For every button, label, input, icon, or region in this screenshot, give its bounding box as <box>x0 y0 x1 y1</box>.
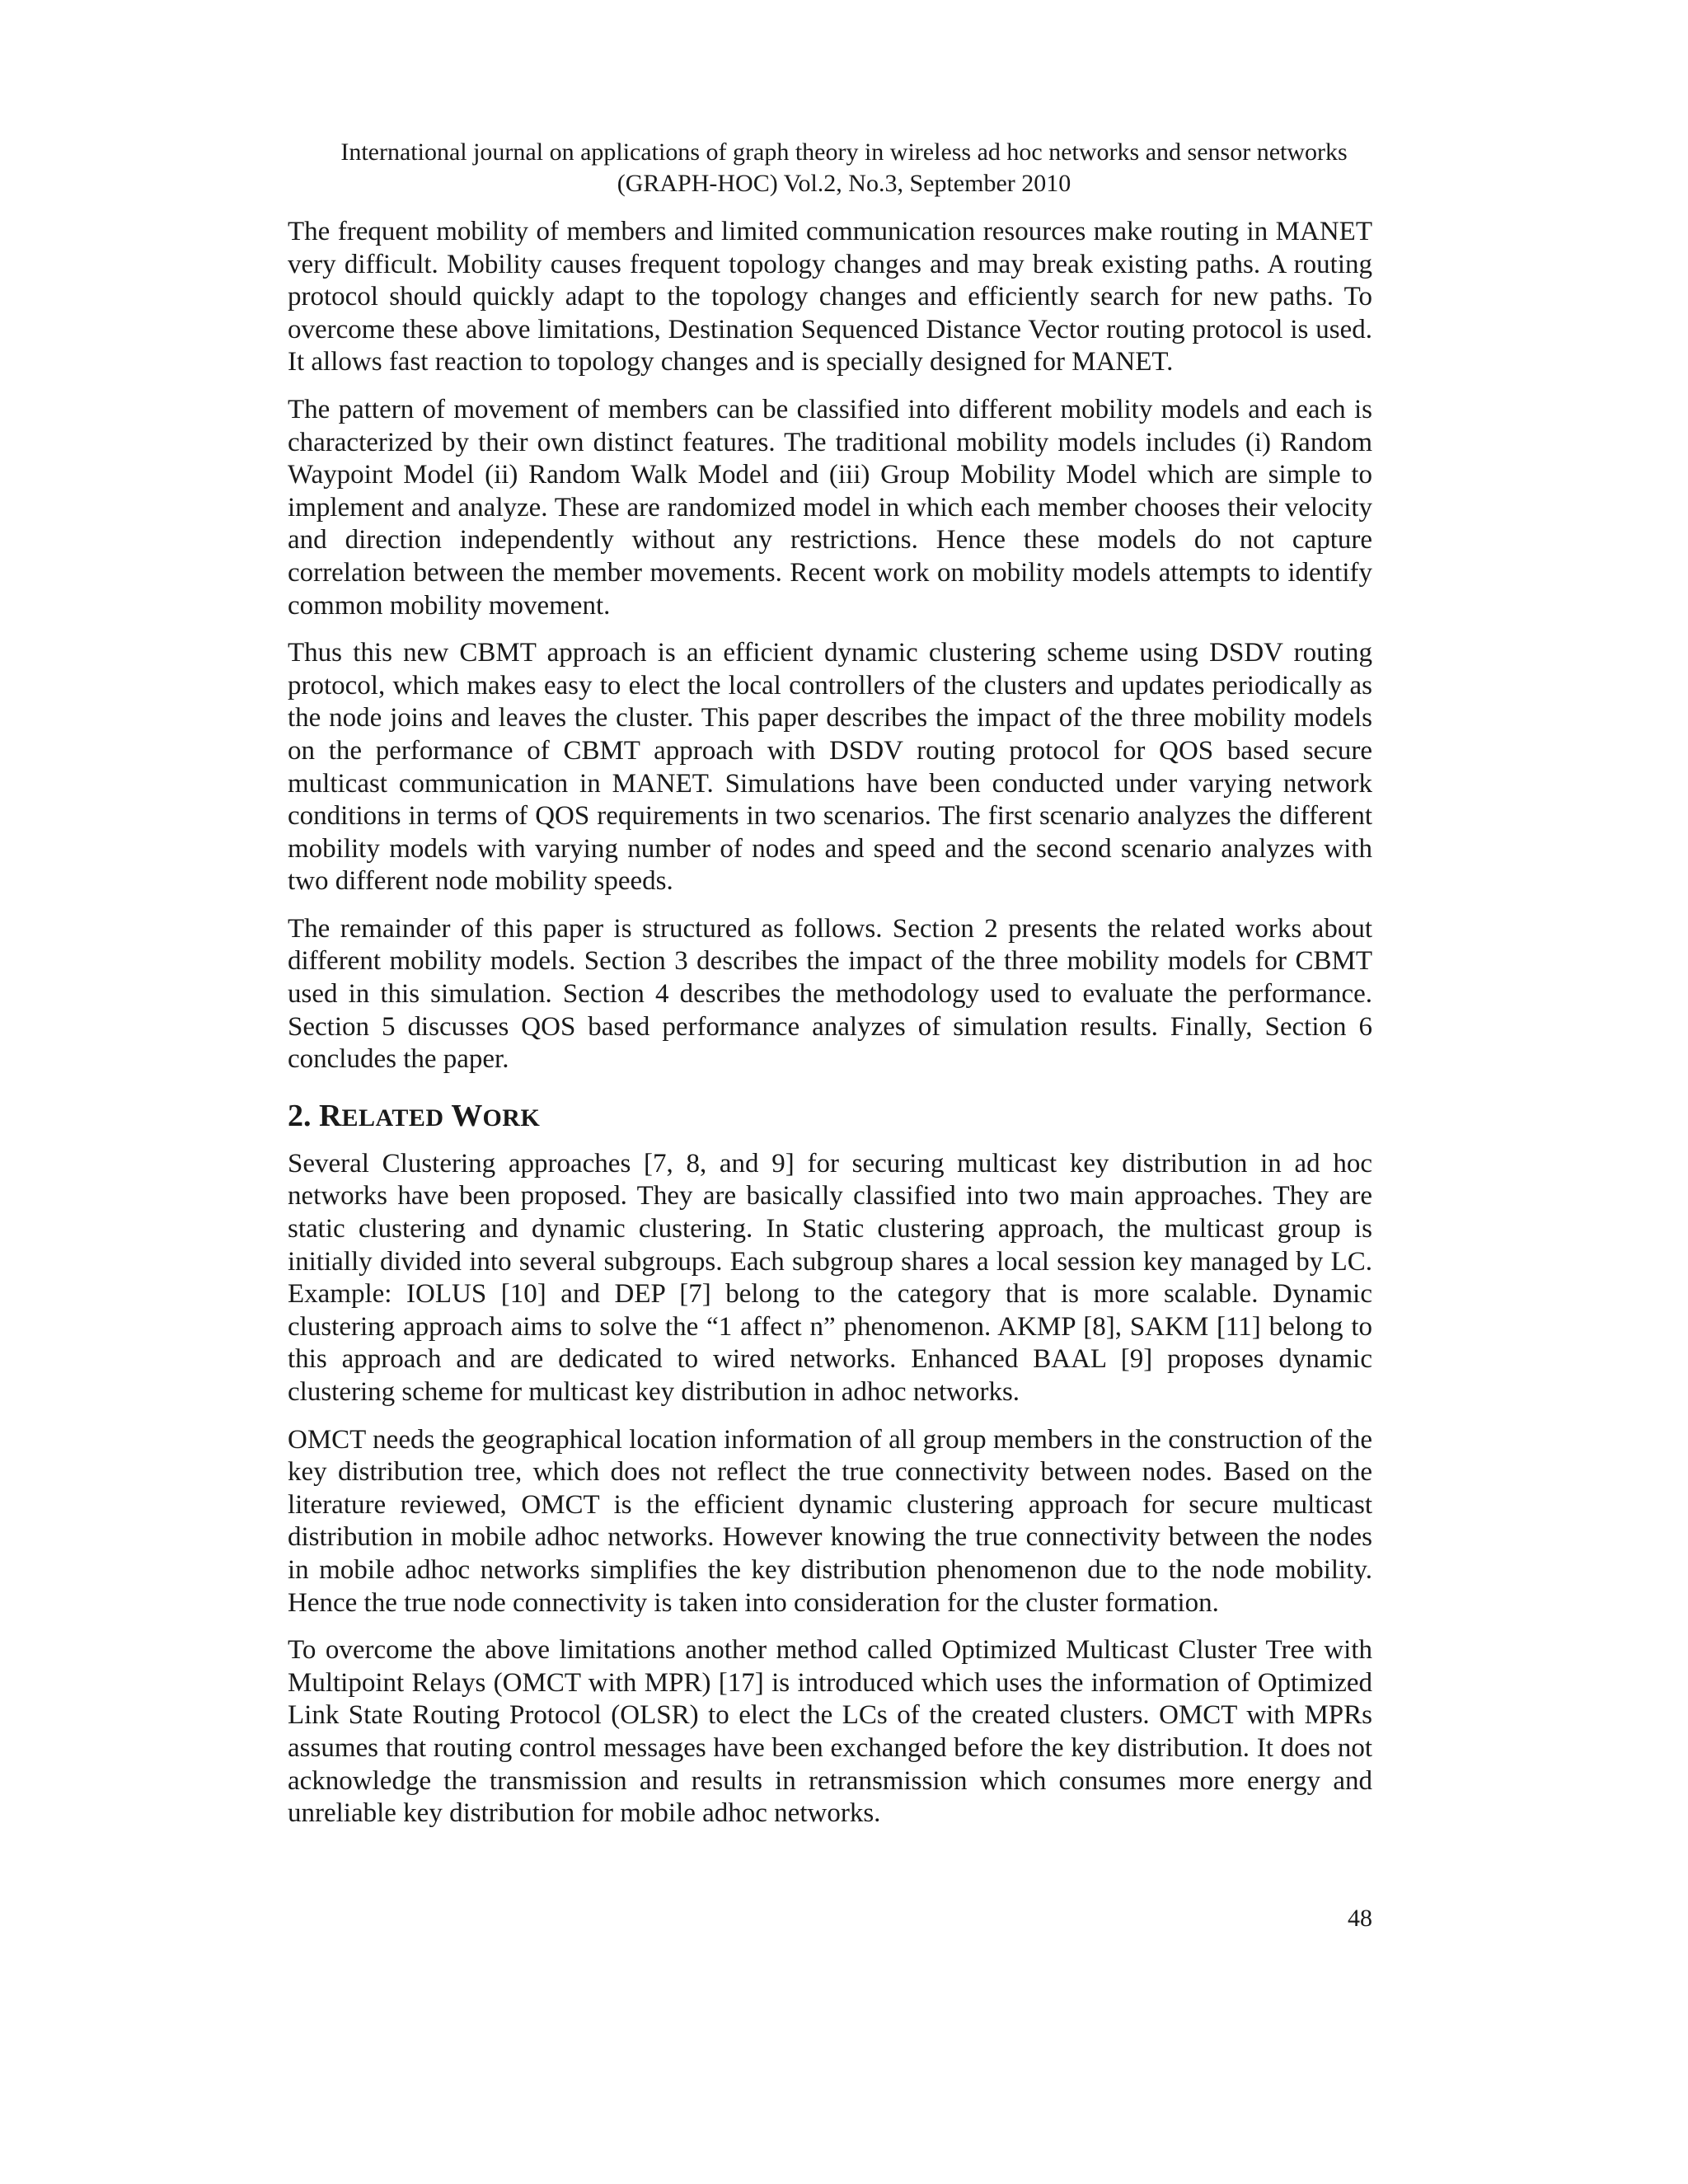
page-body <box>288 216 1372 1845</box>
paragraph-cbmt-approach: Thus this new CBMT approach is an efficient dynamic clustering scheme using DSDV routing protocol, which makes easy to elect the local controllers of the clusters and updates periodically as the node joins and leaves the cluster. This paper describes the impact of the three mobility models on the performance of CBMT approach with DSDV routing protocol for QOS based secure multicast communication in MANET. Simulations have been conducted under varying network conditions in terms of QOS requirements in two scenarios. The first scenario analyzes the different mobility models with varying number of nodes and speed and the second scenario analyzes with two different node mobility speeds. <box>288 638 1372 897</box>
paragraph-mobility-routing: The frequent mobility of members and limited communication resources make routing in MANET very difficult. Mobility causes frequent topology changes and may break existing paths. A routing protocol should quickly adapt to the topology changes and efficiently search for new paths. To overcome these above limitations, Destination Sequenced Distance Vector routing protocol is used. It allows fast reaction to topology changes and is specially designed for MANET. <box>288 217 1372 377</box>
paragraph-paper-structure: The remainder of this paper is structured as follows. Section 2 presents the related works about different mobility models. Section 3 describes the impact of the three mobility models for CBMT used in this simulation. Section 4 describes the methodology used to evaluate the performance. Section 5 discusses QOS based performance analyzes of simulation results. Finally, Section 6 concludes the paper. <box>288 913 1372 1075</box>
paragraph-omct: OMCT needs the geographical location information of all group members in the construction of the key distribution tree, which does not reflect the true connectivity between nodes. Based on the literature reviewed, OMCT is the efficient dynamic clustering approach for secure multicast distribution in mobile adhoc networks. However knowing the true connectivity between the nodes in mobile adhoc networks simplifies the key distribution phenomenon due to the node mobility. Hence the true node connectivity is taken into consideration for the cluster formation. <box>288 1424 1372 1618</box>
section-heading-related-work <box>288 1098 1372 1137</box>
journal-header-line2: (GRAPH-HOC) Vol.2, No.3, September 2010 <box>617 170 1071 197</box>
journal-header-line1: International journal on applications of graph theory in wireless ad hoc networks and sensor networks <box>340 138 1348 166</box>
paragraph-mobility-models: The pattern of movement of members can be classified into different mobility models and each is characterized by their own distinct features. The traditional mobility models includes (i) Random Waypoint Model (ii) Random Walk Model and (iii) Group Mobility Model which are simple to implement and analyze. These are randomized model in which each member chooses their velocity and direction independently without any restrictions. Hence these models do not capture correlation between the member movements. Recent work on mobility models attempts to identify common mobility movement. <box>288 394 1372 621</box>
paragraph-omct-mpr: To overcome the above limitations another method called Optimized Multicast Cluster Tree with Multipoint Relays (OMCT with MPR) [17] is introduced which uses the information of Optimized Link State Routing Protocol (OLSR) to elect the LCs of the created clusters. OMCT with MPRs assumes that routing control messages have been exchanged before the key distribution. It does not acknowledge the transmission and results in retransmission which consumes more energy and unreliable key distribution for mobile adhoc networks. <box>288 1635 1372 1829</box>
page-number: 48 <box>1348 1905 1372 1932</box>
section-heading-part: ELATED <box>341 1104 444 1132</box>
section-heading-part: ORK <box>482 1104 541 1132</box>
section-heading-part: 2. R <box>288 1098 342 1133</box>
journal-header <box>0 137 1688 199</box>
paragraph-clustering-approaches: Several Clustering approaches [7, 8, and 9] for securing multicast key distribution in ad hoc networks have been proposed. They are basically classified into two main approaches. They are static clustering and dynamic clustering. In Static clustering approach, the multicast group is initially divided into several subgroups. Each subgroup shares a local session key managed by LC. Example: IOLUS [10] and DEP [7] belong to the category that is more scalable. Dynamic clustering approach aims to solve the “1 affect n” phenomenon. AKMP [8], SAKM [11] belong to this approach and are dedicated to wired networks. Enhanced BAAL [9] proposes dynamic clustering scheme for multicast key distribution in adhoc networks. <box>288 1148 1372 1407</box>
section-heading-part: W <box>443 1098 483 1133</box>
